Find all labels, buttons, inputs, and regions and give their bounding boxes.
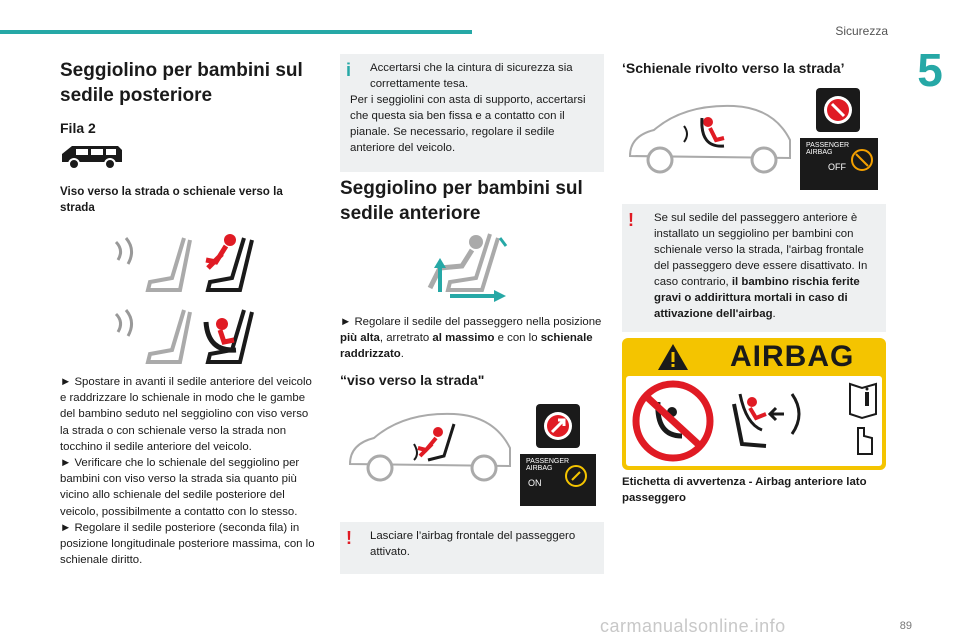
info-note-line2: Per i seggiolini con asta di supporto, accertarsi che questa sia ben fissa e a contatto con il pianale. Se necessario, regolare il sedile anteriore del veicolo. xyxy=(350,94,586,154)
warning-note-airbag-on: ! Lasciare l’airbag frontale del passeggero attivato. xyxy=(340,522,604,574)
airbag-label-title: AIRBAG xyxy=(730,340,855,373)
info-note xyxy=(340,54,604,172)
warning-icon: ! xyxy=(346,528,352,548)
page-number: 89 xyxy=(899,620,912,632)
warning-triangle-icon xyxy=(656,342,690,372)
warning-note-airbag-off: ! Se sul sedile del passeggero anteriore è installato un seggiolino per bambini con schienale verso la strada, l'airbag frontale del passeggero deve essere disattivato. In caso contrario, il bambino rischia ferite gravi o addirittura mortali in caso di attivazione dell'airbag. xyxy=(622,204,886,332)
header-accent-bar xyxy=(0,30,472,34)
seat-adjust-text: ► Regolare il sedile del passeggero nella posizione più alta, arretrato al massimo e con lo schienale raddrizzato. xyxy=(340,316,602,361)
chapter-number: 5 xyxy=(900,46,960,94)
instruction-1: ► Spostare in avanti il sedile anteriore del veicolo e raddrizzare lo schienale in modo che le gambe del bambino seduto nel seggiolino con viso verso la strada o con schienale verso la strada non tocchino il sedile anteriore del veicolo. xyxy=(60,376,312,453)
read-manual-icon xyxy=(848,380,878,460)
col2-title: Seggiolino per bambini sul sedile anteriore xyxy=(340,178,583,224)
airbag-switch-off-icon xyxy=(816,88,860,132)
passenger-airbag-on-indicator: PASSENGER AIRBAG ON xyxy=(520,454,596,506)
instruction-3: ► Regolare il sedile posteriore (seconda fila) in posizione longitudinale posteriore massima, con lo schienale diritto. xyxy=(60,521,315,567)
info-icon: i xyxy=(346,60,352,80)
info-note-line1: Accertarsi che la cintura di sicurezza sia correttamente tesa. xyxy=(370,62,573,90)
no-rear-facing-seat-icon xyxy=(630,380,716,462)
airbag-label-panel xyxy=(626,376,882,466)
warning-icon: ! xyxy=(628,210,634,230)
col1-subtitle: Viso verso la strada o schienale verso la strada xyxy=(60,185,283,214)
airbag-child-off-icon xyxy=(850,148,874,172)
van-icon xyxy=(58,140,126,172)
forward-facing-seat-illustration xyxy=(110,228,260,298)
rear-facing-title: ‘Schienale rivolto verso la strada’ xyxy=(622,60,845,76)
airbag-switch-on-icon xyxy=(536,404,580,448)
label-caption: Etichetta di avvertenza - Airbag anteriore lato passeggero xyxy=(622,476,867,504)
car-rear-child-illustration xyxy=(624,96,796,180)
col1-instructions xyxy=(60,374,320,568)
rear-facing-seat-illustration xyxy=(110,300,260,370)
car-forward-child-illustration xyxy=(344,404,516,488)
airbag-warning-label xyxy=(622,338,886,470)
airbag-child-icon xyxy=(564,464,588,488)
section-name: Sicurezza xyxy=(835,24,888,38)
airbag-deployment-icon xyxy=(726,384,816,460)
watermark: carmanualsonline.info xyxy=(600,616,786,636)
passenger-airbag-off-indicator: PASSENGER AIRBAG OFF xyxy=(800,138,878,190)
seat-adjust-illustration xyxy=(410,228,510,306)
row-label: Fila 2 xyxy=(60,120,96,136)
col1-title: Seggiolino per bambini sul sedile posteriore xyxy=(60,60,303,106)
instruction-2: ► Verificare che lo schienale del seggiolino per bambini con viso verso la strada sia quanto più vicino allo schienale del sedile posteriore del veicolo, possibilmente a contatto con lo stesso. xyxy=(60,457,300,518)
forward-facing-title: “viso verso la strada" xyxy=(340,372,485,388)
